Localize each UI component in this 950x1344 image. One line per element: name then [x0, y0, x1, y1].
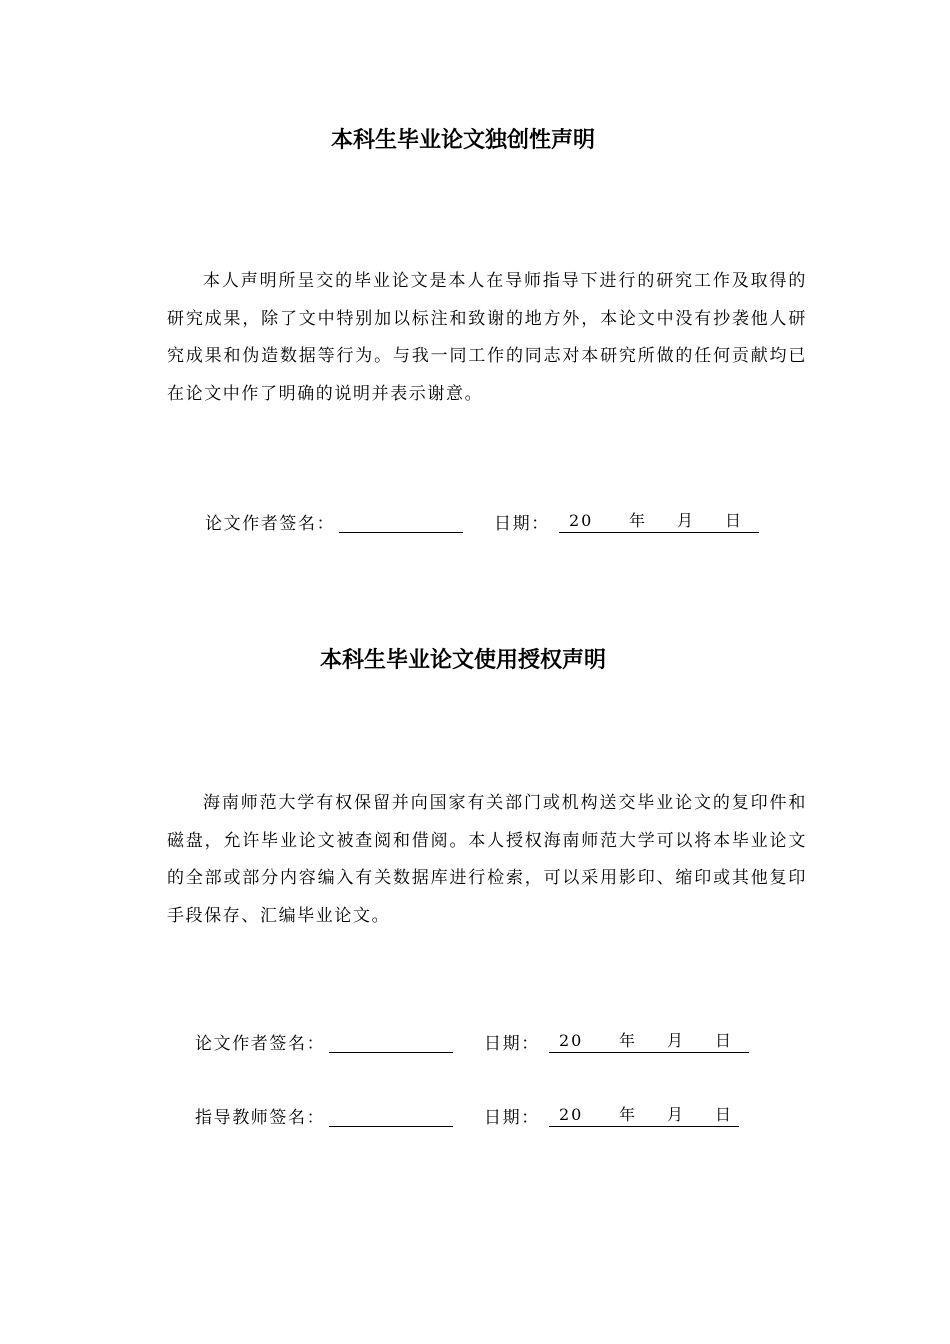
- date-year-prefix: 20: [559, 1031, 584, 1050]
- date-year-label: 年: [629, 511, 648, 530]
- advisor-signature-field[interactable]: [329, 1103, 453, 1127]
- author-signature-field[interactable]: [339, 509, 463, 533]
- originality-declaration-body: 本人声明所呈交的毕业论文是本人在导师指导下进行的研究工作及取得的研究成果，除了文中特别加以标注和致谢的地方外，本论文中没有抄袭他人研究成果和伪造数据等行为。与我一同工作的同志对本研究所做的任何贡献均已在论文中作了明确的说明并表示谢意。: [167, 271, 807, 404]
- date-field[interactable]: [549, 1029, 749, 1053]
- date-day-label: 日: [715, 1105, 734, 1124]
- author-signature-label: 论文作者签名：: [195, 1034, 326, 1054]
- date-field[interactable]: [559, 509, 759, 533]
- date-year-label: 年: [619, 1105, 638, 1124]
- date-day-label: 日: [725, 511, 744, 530]
- date-year-label: 年: [619, 1031, 638, 1050]
- date-label: 日期：: [494, 514, 550, 534]
- date-year-prefix: 20: [559, 1105, 584, 1124]
- date-month-label: 月: [667, 1105, 686, 1124]
- authorization-advisor-signature-row: [195, 1103, 755, 1133]
- date-label: 日期：: [484, 1108, 540, 1128]
- originality-declaration-title: 本科生毕业论文独创性声明: [330, 128, 595, 153]
- author-signature-label: 论文作者签名：: [205, 514, 336, 534]
- date-field[interactable]: [549, 1103, 739, 1127]
- date-day-label: 日: [715, 1031, 734, 1050]
- authorization-declaration-body: 海南师范大学有权保留并向国家有关部门或机构送交毕业论文的复印件和磁盘，允许毕业论文被查阅和借阅。本人授权海南师范大学可以将本毕业论文的全部或部分内容编入有关数据库进行检索，可以采用影印、缩印或其他复印手段保存、汇编毕业论文。: [167, 793, 807, 926]
- authorization-declaration-title: 本科生毕业论文使用授权声明: [319, 648, 606, 673]
- date-month-label: 月: [667, 1031, 686, 1050]
- authorization-author-signature-row: [195, 1029, 755, 1059]
- advisor-signature-label: 指导教师签名：: [195, 1108, 326, 1128]
- date-month-label: 月: [677, 511, 696, 530]
- originality-signature-row: [205, 509, 765, 539]
- date-year-prefix: 20: [569, 511, 594, 530]
- author-signature-field[interactable]: [329, 1029, 453, 1053]
- date-label: 日期：: [484, 1034, 540, 1054]
